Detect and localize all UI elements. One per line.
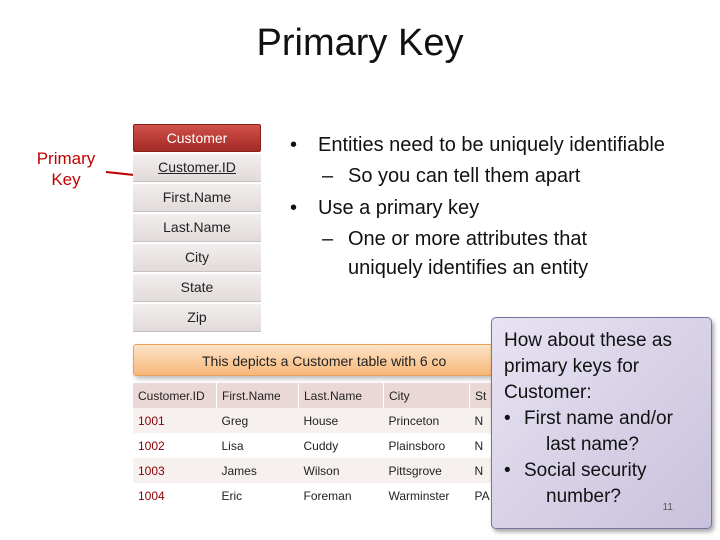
column-header: St <box>470 383 516 408</box>
column-header: City <box>384 383 470 408</box>
table-cell: Pittsgrove <box>384 458 470 483</box>
callout-bullet: • Social security <box>502 458 701 484</box>
customer-entity <box>133 124 261 332</box>
entity-attribute-state: State <box>133 274 261 302</box>
customer-table <box>133 383 516 508</box>
table-cell: 1004 <box>133 483 217 508</box>
table-cell: PA <box>470 483 516 508</box>
bullet-list <box>290 128 718 283</box>
entity-attribute-zip: Zip <box>133 304 261 332</box>
sub-bullet-item: – So you can tell them apart <box>322 165 581 187</box>
bullet-item: • Entities need to be uniquely identifiable <box>290 128 718 162</box>
entity-attribute-last-name: Last.Name <box>133 214 261 242</box>
entity-header: Customer <box>133 124 261 152</box>
table-cell: 1003 <box>133 458 217 483</box>
table-cell: Warminster <box>384 483 470 508</box>
table-row <box>133 433 516 458</box>
table-cell: James <box>217 458 299 483</box>
table-cell: Cuddy <box>299 433 384 458</box>
table-row <box>133 483 516 508</box>
table-cell: N <box>470 458 516 483</box>
table-cell: Greg <box>217 408 299 433</box>
column-header: Customer.ID <box>133 383 217 408</box>
entity-attribute-customer-id: Customer.ID <box>133 154 261 182</box>
primary-key-label-text: Primary Key <box>36 149 96 189</box>
slide-title: Primary Key <box>256 22 464 64</box>
callout-heading-line: primary keys for <box>504 356 640 377</box>
entity-attribute-first-name: First.Name <box>133 184 261 212</box>
table-row <box>133 458 516 483</box>
table-cell: Foreman <box>299 483 384 508</box>
table-cell: N <box>470 408 516 433</box>
table-cell: 1002 <box>133 433 217 458</box>
sub-bullet-item: – One or more attributes that <box>322 228 588 250</box>
question-callout <box>491 317 712 529</box>
bullet-item: • Use a primary key <box>290 191 718 225</box>
table-cell: Lisa <box>217 433 299 458</box>
table-cell: 1001 <box>133 408 217 433</box>
table-cell: Princeton <box>384 408 470 433</box>
table-cell: House <box>299 408 384 433</box>
table-cell: Eric <box>217 483 299 508</box>
table-caption: This depicts a Customer table with 6 co <box>133 344 533 376</box>
sub-bullet-item-continued: uniquely identifies an entity <box>348 257 589 279</box>
callout-heading-line: Customer: <box>504 382 592 403</box>
column-header: Last.Name <box>299 383 384 408</box>
table-header-row <box>133 383 516 408</box>
table-cell: Plainsboro <box>384 433 470 458</box>
page-number: 11 <box>662 502 673 513</box>
callout-bullet-continued: last name? <box>546 434 639 455</box>
table-cell: N <box>470 433 516 458</box>
table-row <box>133 408 516 433</box>
callout-bullet: • First name and/or <box>502 406 701 432</box>
entity-attribute-city: City <box>133 244 261 272</box>
callout-heading-line: How about these as <box>504 330 672 351</box>
table-cell: Wilson <box>299 458 384 483</box>
primary-key-label <box>22 148 110 190</box>
column-header: First.Name <box>217 383 299 408</box>
callout-bullet-continued: number? <box>546 486 621 507</box>
